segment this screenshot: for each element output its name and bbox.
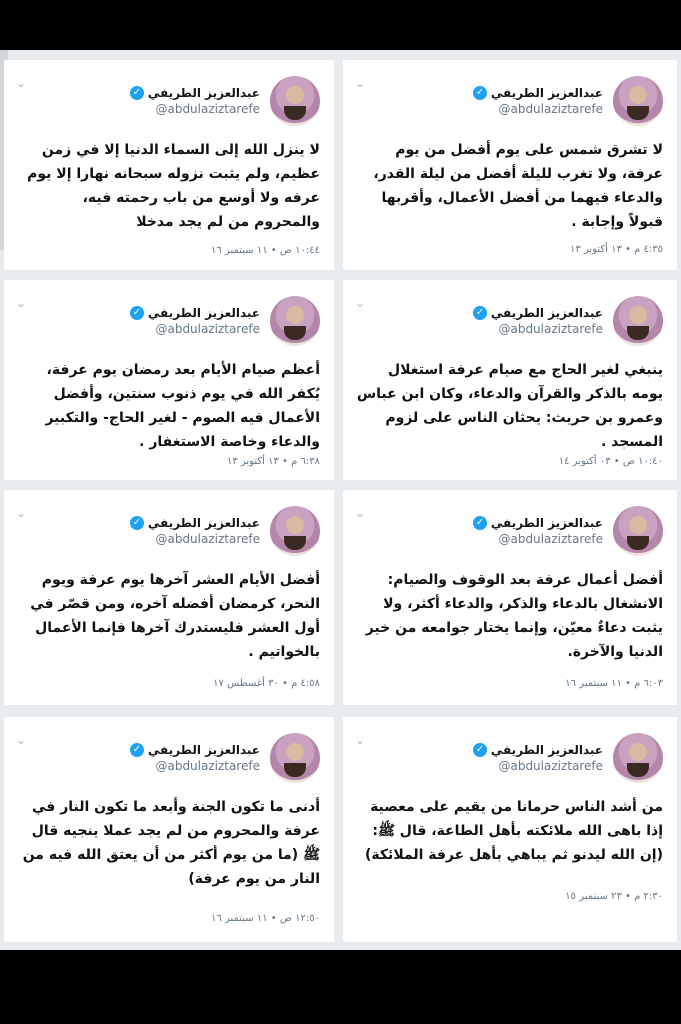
tweet-text: أفضل الأيام العشر آخرها يوم عرفة ويوم النحر، كرمضان أفضله آخره، ومن قصّر في أول العشر فليستدرك آخرها فإنما الأعمال بالخواتيم . <box>30 572 320 660</box>
tweet-header <box>130 729 320 787</box>
tweet-text: لا تشرق شمس على يوم أفضل من يوم عرفة، ولا تغرب لليلة أفضل من ليلة القدر، والدعاء فيهما من أفضل الأعمال، وأقربها قبولاً وإجابة . <box>373 142 663 230</box>
tweet-text: أدنى ما تكون الجنة وأبعد ما تكون النار في عرفة والمحروم من لم يجد عملا ينجيه قال ﷺ (ما من يوم أكثر من أن يعتق الله فيه من النار من يوم عرفة) <box>22 799 320 887</box>
tweet-collage <box>0 50 681 950</box>
avatar[interactable] <box>270 733 320 783</box>
tweet-card[interactable] <box>343 717 677 942</box>
tweet-header <box>473 502 663 560</box>
timestamp[interactable]: ٤:٥٨ م • ٣٠ أغسطس ١٧ <box>213 678 320 689</box>
tweet-header <box>130 72 320 130</box>
verified-badge-icon: ✓ <box>473 86 487 100</box>
display-name[interactable]: عبدالعزيز الطريفي <box>490 86 603 100</box>
timestamp[interactable]: ١٠:٤٠ ص • ٠٣ أكتوبر ١٤ <box>558 456 663 467</box>
chevron-down-icon[interactable]: ⌄ <box>355 296 366 310</box>
display-name[interactable]: عبدالعزيز الطريفي <box>490 516 603 530</box>
timestamp[interactable]: ٦:٣٨ م • ١٣ أكتوبر ١٣ <box>226 456 320 467</box>
avatar[interactable] <box>270 296 320 346</box>
tweet-card[interactable] <box>343 60 677 270</box>
display-name[interactable]: عبدالعزيز الطريفي <box>147 306 260 320</box>
chevron-down-icon[interactable]: ⌄ <box>16 296 27 310</box>
avatar[interactable] <box>270 506 320 556</box>
avatar[interactable] <box>613 506 663 556</box>
tweet-card[interactable] <box>4 490 334 705</box>
tweet-card[interactable] <box>4 280 334 480</box>
handle[interactable]: @abdulaziztarefe <box>155 102 260 116</box>
display-name[interactable]: عبدالعزيز الطريفي <box>147 516 260 530</box>
handle[interactable]: @abdulaziztarefe <box>498 322 603 336</box>
tweet-text: أعظم صيام الأيام بعد رمضان يوم عرفة، يُكفر الله في يوم ذنوب سنتين، وأفضل الأعمال فيه الصوم - لغير الحاج- والتكبير والدعاء وخاصة الاستغفار . <box>45 362 320 450</box>
display-name[interactable]: عبدالعزيز الطريفي <box>490 743 603 757</box>
tweet-card[interactable] <box>343 490 677 705</box>
timestamp[interactable]: ١٢:٥٠ ص • ١١ سبتمبر ١٦ <box>211 913 320 924</box>
top-black-bar <box>0 0 681 50</box>
tweet-text: ينبغي لغير الحاج مع صيام عرفة استغلال يومه بالذكر والقرآن والدعاء، وكان ابن عباس وعمرو بن حريث: يحثان الناس على لزوم المسجد . <box>356 362 663 450</box>
handle[interactable]: @abdulaziztarefe <box>155 322 260 336</box>
chevron-down-icon[interactable]: ⌄ <box>355 733 366 747</box>
tweet-text: أفضل أعمال عرفة بعد الوقوف والصيام: الانشغال بالدعاء والذكر، والدعاء أكثر، ولا يثبت دعاءٌ معيّن، وإنما يختار جوامعه من خير الدنيا والآخرة. <box>365 572 663 660</box>
tweet-header <box>130 292 320 350</box>
verified-badge-icon: ✓ <box>473 306 487 320</box>
verified-badge-icon: ✓ <box>473 516 487 530</box>
avatar[interactable] <box>613 76 663 126</box>
display-name[interactable]: عبدالعزيز الطريفي <box>147 743 260 757</box>
verified-badge-icon: ✓ <box>130 86 144 100</box>
tweet-text: من أشد الناس حرمانا من يقيم على معصية إذا باهى الله ملائكته بأهل الطاعة، قال ﷺ: (إن الله ليدنو ثم يباهي بأهل عرفة الملائكة) <box>365 799 663 863</box>
avatar[interactable] <box>270 76 320 126</box>
chevron-down-icon[interactable]: ⌄ <box>355 76 366 90</box>
bottom-black-bar <box>0 950 681 1024</box>
chevron-down-icon[interactable]: ⌄ <box>16 733 27 747</box>
handle[interactable]: @abdulaziztarefe <box>155 532 260 546</box>
tweet-text: لا ينزل الله إلى السماء الدنيا إلا في زمن عظيم، ولم يثبت نزوله سبحانه نهارا إلا يوم عرفه ولا أوسع من باب رحمته فيه، والمحروم من لم يجد مدخلا <box>27 142 320 230</box>
verified-badge-icon: ✓ <box>130 306 144 320</box>
tweet-card[interactable] <box>4 717 334 942</box>
handle[interactable]: @abdulaziztarefe <box>498 102 603 116</box>
display-name[interactable]: عبدالعزيز الطريفي <box>490 306 603 320</box>
handle[interactable]: @abdulaziztarefe <box>155 759 260 773</box>
tweet-card[interactable] <box>343 280 677 480</box>
tweet-header <box>473 72 663 130</box>
tweet-card[interactable] <box>4 60 334 270</box>
verified-badge-icon: ✓ <box>130 516 144 530</box>
display-name[interactable]: عبدالعزيز الطريفي <box>147 86 260 100</box>
timestamp[interactable]: ٢:٣٠ م • ٢٣ سبتمبر ١٥ <box>565 891 663 902</box>
chevron-down-icon[interactable]: ⌄ <box>355 506 366 520</box>
chevron-down-icon[interactable]: ⌄ <box>16 76 27 90</box>
verified-badge-icon: ✓ <box>130 743 144 757</box>
handle[interactable]: @abdulaziztarefe <box>498 759 603 773</box>
handle[interactable]: @abdulaziztarefe <box>498 532 603 546</box>
chevron-down-icon[interactable]: ⌄ <box>16 506 27 520</box>
avatar[interactable] <box>613 733 663 783</box>
verified-badge-icon: ✓ <box>473 743 487 757</box>
timestamp[interactable]: ٦:٠٣ م • ١١ سبتمبر ١٦ <box>565 678 663 689</box>
timestamp[interactable]: ١٠:٤٤ ص • ١١ سبتمبر ١٦ <box>211 245 320 256</box>
timestamp[interactable]: ٤:٣٥ م • ١٣ أكتوبر ١٣ <box>569 244 663 255</box>
tweet-header <box>473 292 663 350</box>
tweet-header <box>130 502 320 560</box>
avatar[interactable] <box>613 296 663 346</box>
tweet-header <box>473 729 663 787</box>
